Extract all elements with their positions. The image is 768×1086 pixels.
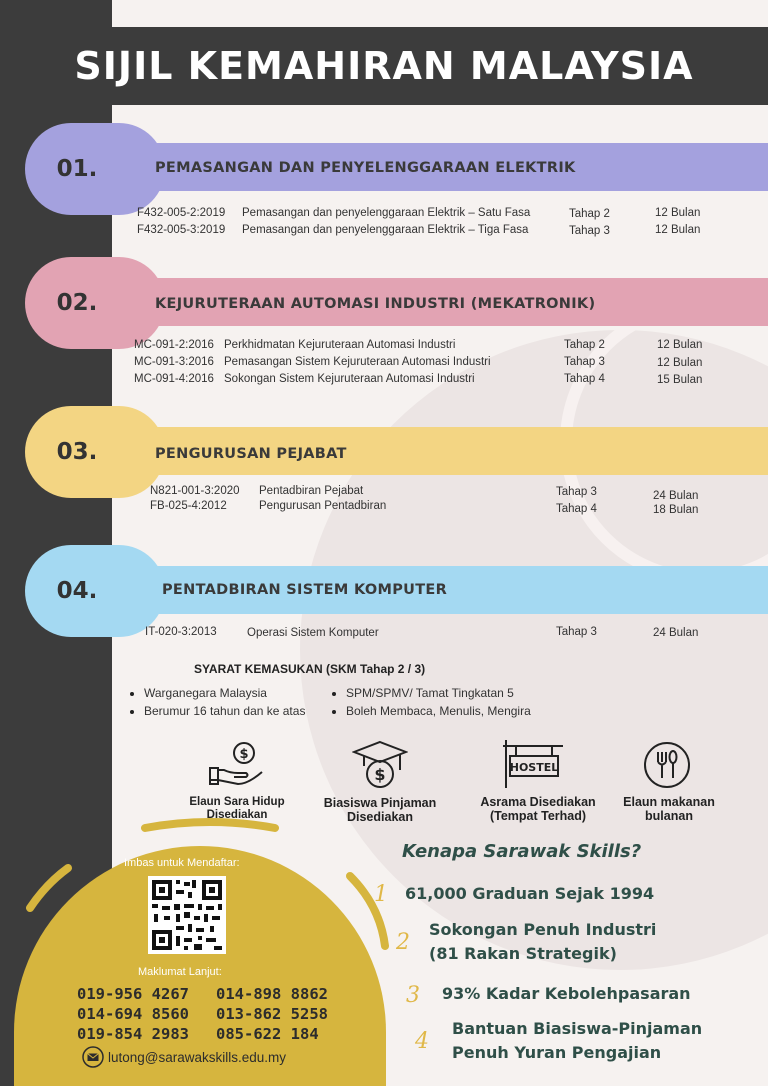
why-number: 2 bbox=[396, 930, 410, 955]
course-title: Sokongan Sistem Kejuruteraan Automasi Industri bbox=[224, 373, 475, 385]
requirement-item bbox=[332, 704, 531, 718]
course-duration: 18 Bulan bbox=[653, 504, 699, 516]
section-2-number: 02. bbox=[56, 290, 98, 316]
phone-number[interactable]: 013-862 5258 bbox=[216, 1005, 328, 1023]
phone-number[interactable]: 019-956 4267 bbox=[77, 985, 189, 1003]
section-3-title: PENGURUSAN PEJABAT bbox=[155, 446, 347, 462]
bullet-icon bbox=[332, 692, 336, 696]
course-level: Tahap 3 bbox=[556, 626, 597, 638]
svg-text:$: $ bbox=[374, 765, 386, 784]
phone-number[interactable]: 085-622 184 bbox=[216, 1025, 319, 1043]
phone-number[interactable]: 014-694 8560 bbox=[77, 1005, 189, 1023]
course-duration: 12 Bulan bbox=[657, 357, 703, 369]
why-number: 1 bbox=[374, 882, 388, 907]
course-duration: 15 Bulan bbox=[657, 374, 703, 386]
mail-icon bbox=[82, 1046, 104, 1068]
bullet-icon bbox=[130, 692, 134, 696]
course-code: F432-005-3:2019 bbox=[137, 224, 226, 236]
hostel-sign-icon bbox=[500, 738, 566, 790]
course-title: Perkhidmatan Kejuruteraan Automasi Industri bbox=[224, 339, 456, 351]
course-level: Tahap 3 bbox=[556, 486, 597, 498]
fork-spoon-icon bbox=[642, 740, 692, 790]
why-title: Kenapa Sarawak Skills? bbox=[402, 841, 642, 862]
section-4-number: 04. bbox=[56, 578, 98, 604]
course-code: IT-020-3:2013 bbox=[145, 626, 217, 638]
section-1-number: 01. bbox=[56, 156, 98, 182]
course-code: F432-005-2:2019 bbox=[137, 207, 226, 219]
bullet-icon bbox=[130, 710, 134, 714]
phone-number[interactable]: 019-854 2983 bbox=[77, 1025, 189, 1043]
course-title: Operasi Sistem Komputer bbox=[247, 627, 379, 639]
scan-label: Imbas untuk Mendaftar: bbox=[124, 857, 240, 869]
svg-text:HOSTEL: HOSTEL bbox=[509, 761, 559, 774]
course-level: Tahap 3 bbox=[564, 356, 605, 368]
course-level: Tahap 2 bbox=[569, 208, 610, 220]
why-item: Bantuan Biasiswa-Pinjaman Penuh Yuran Pengajian bbox=[452, 1019, 703, 1062]
course-duration: 24 Bulan bbox=[653, 627, 699, 639]
requirement-item bbox=[332, 686, 514, 700]
requirement-text: Warganegara Malaysia bbox=[144, 686, 267, 700]
course-level: Tahap 4 bbox=[564, 373, 605, 385]
email-address: lutong@sarawakskills.edu.my bbox=[108, 1049, 287, 1065]
course-code: MC-091-3:2016 bbox=[134, 356, 214, 368]
section-3-number: 03. bbox=[56, 439, 98, 465]
benefit-label: Biasiswa Pinjaman Disediakan bbox=[323, 796, 437, 824]
course-code: MC-091-4:2016 bbox=[134, 373, 214, 385]
why-number: 3 bbox=[406, 983, 420, 1008]
course-title: Pemasangan Sistem Kejuruteraan Automasi Industri bbox=[224, 356, 491, 368]
requirement-text: Boleh Membaca, Menulis, Mengira bbox=[346, 704, 531, 718]
section-4-title: PENTADBIRAN SISTEM KOMPUTER bbox=[162, 582, 448, 598]
why-item: 93% Kadar Kebolehpasaran bbox=[442, 984, 691, 1003]
course-level: Tahap 2 bbox=[564, 339, 605, 351]
phone-number[interactable]: 014-898 8862 bbox=[216, 985, 328, 1003]
requirement-item bbox=[130, 686, 267, 700]
benefit-label: Elaun makanan bulanan bbox=[623, 795, 715, 823]
course-duration: 12 Bulan bbox=[657, 339, 703, 351]
requirement-item bbox=[130, 704, 305, 718]
requirement-text: Berumur 16 tahun dan ke atas bbox=[144, 704, 306, 718]
bullet-icon bbox=[332, 710, 336, 714]
course-title: Pengurusan Pentadbiran bbox=[259, 500, 387, 512]
course-code: N821-001-3:2020 bbox=[150, 485, 240, 497]
course-level: Tahap 4 bbox=[556, 503, 597, 515]
benefit-label: Elaun Sara Hidup Disediakan bbox=[189, 796, 285, 821]
course-level: Tahap 3 bbox=[569, 225, 610, 237]
course-title: Pemasangan dan penyelenggaraan Elektrik – Tiga Fasa bbox=[242, 224, 529, 236]
graduation-cap-money-icon bbox=[352, 738, 408, 790]
svg-text:$: $ bbox=[239, 747, 249, 762]
section-1-title: PEMASANGAN DAN PENYELENGGARAAN ELEKTRIK bbox=[155, 160, 576, 176]
section-2-title: KEJURUTERAAN AUTOMASI INDUSTRI (MEKATRONIK) bbox=[155, 296, 596, 312]
course-title: Pentadbiran Pejabat bbox=[259, 485, 364, 497]
requirements-title: SYARAT KEMASUKAN (SKM Tahap 2 / 3) bbox=[194, 662, 426, 676]
course-code: MC-091-2:2016 bbox=[134, 339, 214, 351]
course-title: Pemasangan dan penyelenggaraan Elektrik – Satu Fasa bbox=[242, 207, 531, 219]
email-row[interactable] bbox=[82, 1046, 286, 1068]
page-title: SIJIL KEMAHIRAN MALAYSIA bbox=[74, 44, 694, 88]
course-duration: 12 Bulan bbox=[655, 224, 701, 236]
requirement-text: SPM/SPMV/ Tamat Tingkatan 5 bbox=[346, 686, 514, 700]
course-code: FB-025-4:2012 bbox=[150, 500, 227, 512]
hand-money-icon bbox=[208, 740, 266, 790]
benefit-label: Asrama Disediakan (Tempat Terhad) bbox=[480, 795, 596, 823]
info-label: Maklumat Lanjut: bbox=[138, 966, 222, 978]
course-duration: 12 Bulan bbox=[655, 207, 701, 219]
qr-code-icon bbox=[148, 876, 226, 954]
qr-code[interactable] bbox=[148, 876, 226, 954]
why-number: 4 bbox=[415, 1029, 429, 1054]
why-item: Sokongan Penuh Industri (81 Rakan Strategik) bbox=[429, 920, 657, 963]
why-item: 61,000 Graduan Sejak 1994 bbox=[405, 884, 655, 903]
course-duration: 24 Bulan bbox=[653, 490, 699, 502]
